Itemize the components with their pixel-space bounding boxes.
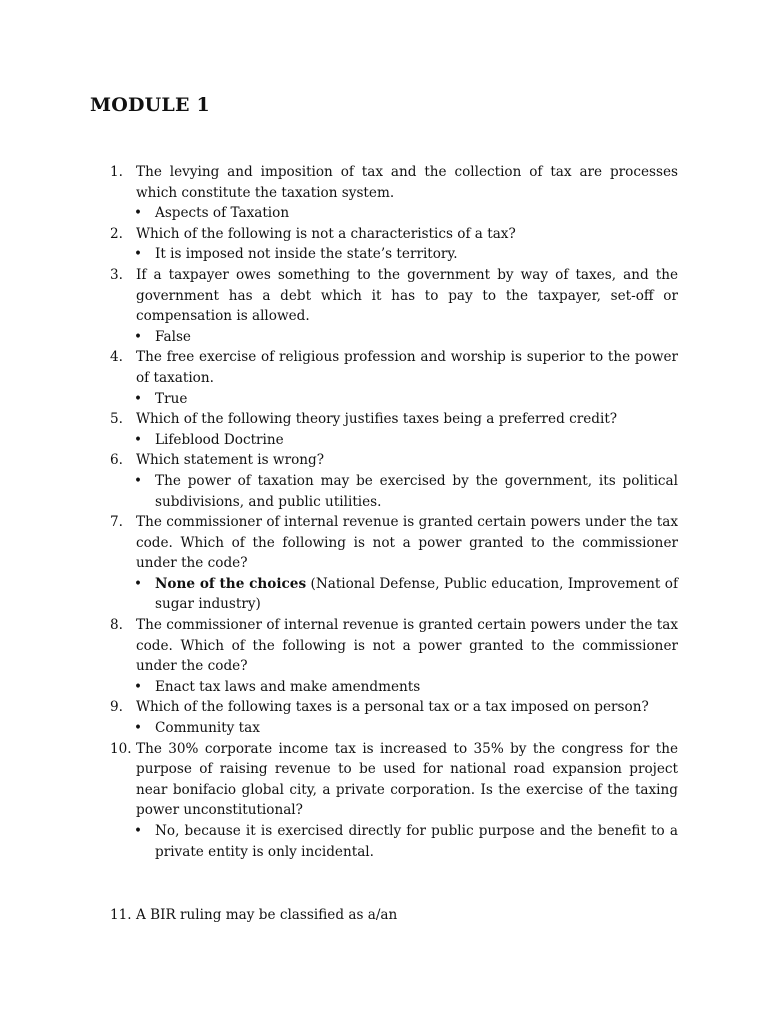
question-list — [110, 162, 678, 926]
answer-item — [110, 677, 678, 698]
answer-text: (National Defense, Public education, Improvement of sugar industry) — [155, 575, 678, 613]
question-number: 5. — [110, 411, 123, 428]
bullet-icon: • — [134, 246, 143, 263]
question-text: The 30% corporate income tax is increased to 35% by the congress for the purpose of raising revenue to be used for national road expansion project near bonifacio global city, a private corporation. Is the exercise of the taxing power unconstitutional? — [136, 740, 678, 819]
answer-text: Aspects of Taxation — [155, 205, 290, 222]
question-item — [110, 905, 678, 926]
bullet-icon: • — [134, 205, 143, 222]
answer-text: False — [155, 328, 191, 345]
bullet-icon: • — [134, 390, 143, 407]
answer-text: No, because it is exercised directly for public purpose and the benefit to a private entity is only incidental. — [155, 823, 678, 860]
question-text: A BIR ruling may be classified as a/an — [136, 907, 398, 924]
answer-item — [110, 430, 678, 451]
answer-text: True — [155, 390, 188, 407]
question-text: Which of the following taxes is a personal tax or a tax imposed on person? — [136, 699, 649, 716]
question-text: Which of the following is not a characteristics of a tax? — [136, 225, 516, 242]
question-text: If a taxpayer owes something to the government by way of taxes, and the government has a debt which it has to pay to the taxpayer, set-off or compensation is allowed. — [136, 266, 678, 325]
question-item — [110, 409, 678, 430]
page-title: MODULE 1 — [90, 94, 210, 116]
answer-item — [110, 471, 678, 512]
question-item — [110, 697, 678, 718]
answer-text: Community tax — [155, 720, 260, 737]
answer-text: It is imposed not inside the state’s territory. — [155, 246, 458, 263]
question-number: 4. — [110, 349, 123, 366]
answer-item — [110, 718, 678, 739]
bullet-icon: • — [134, 472, 143, 489]
question-text: Which of the following theory justifies taxes being a preferred credit? — [136, 411, 618, 428]
question-text: The commissioner of internal revenue is granted certain powers under the tax code. Which of the following is not a power granted to the commissioner under the code? — [136, 617, 678, 675]
question-item — [110, 347, 678, 388]
question-number: 1. — [110, 164, 123, 180]
question-number: 7. — [110, 514, 123, 531]
question-number: 8. — [110, 617, 123, 634]
question-item — [110, 512, 678, 574]
answer-item — [110, 821, 678, 862]
answer-item — [110, 574, 678, 615]
question-number: 2. — [110, 225, 123, 242]
answer-item — [110, 203, 678, 224]
answer-item — [110, 389, 678, 410]
answer-item — [110, 327, 678, 348]
question-number: 9. — [110, 699, 123, 716]
question-text: Which statement is wrong? — [136, 452, 324, 469]
question-item — [110, 265, 678, 327]
bullet-icon: • — [134, 328, 143, 345]
bullet-icon: • — [134, 720, 143, 737]
question-number: 11. — [110, 907, 132, 924]
question-text: The commissioner of internal revenue is granted certain powers under the tax code. Which of the following is not a power granted to the commissioner under the code? — [136, 514, 678, 572]
bullet-icon: • — [134, 575, 143, 592]
question-item — [110, 739, 678, 821]
question-number: 10. — [110, 740, 132, 757]
question-number: 6. — [110, 452, 123, 469]
question-item — [110, 224, 678, 245]
bullet-icon: • — [134, 678, 143, 695]
question-item — [110, 450, 678, 471]
answer-item — [110, 244, 678, 265]
question-number: 3. — [110, 266, 123, 283]
answer-text: Lifeblood Doctrine — [155, 431, 284, 448]
answer-text: Enact tax laws and make amendments — [155, 678, 421, 695]
answer-bold-text: None of the choices — [155, 575, 307, 592]
bullet-icon: • — [134, 431, 143, 448]
question-text: The free exercise of religious profession and worship is superior to the power of taxation. — [136, 349, 678, 386]
question-item — [110, 162, 678, 203]
answer-text: The power of taxation may be exercised by the government, its political subdivisions, and public utilities. — [155, 472, 678, 510]
question-item — [110, 615, 678, 677]
bullet-icon: • — [134, 823, 143, 839]
question-text: The levying and imposition of tax and the collection of tax are processes which constitute the taxation system. — [136, 164, 678, 201]
